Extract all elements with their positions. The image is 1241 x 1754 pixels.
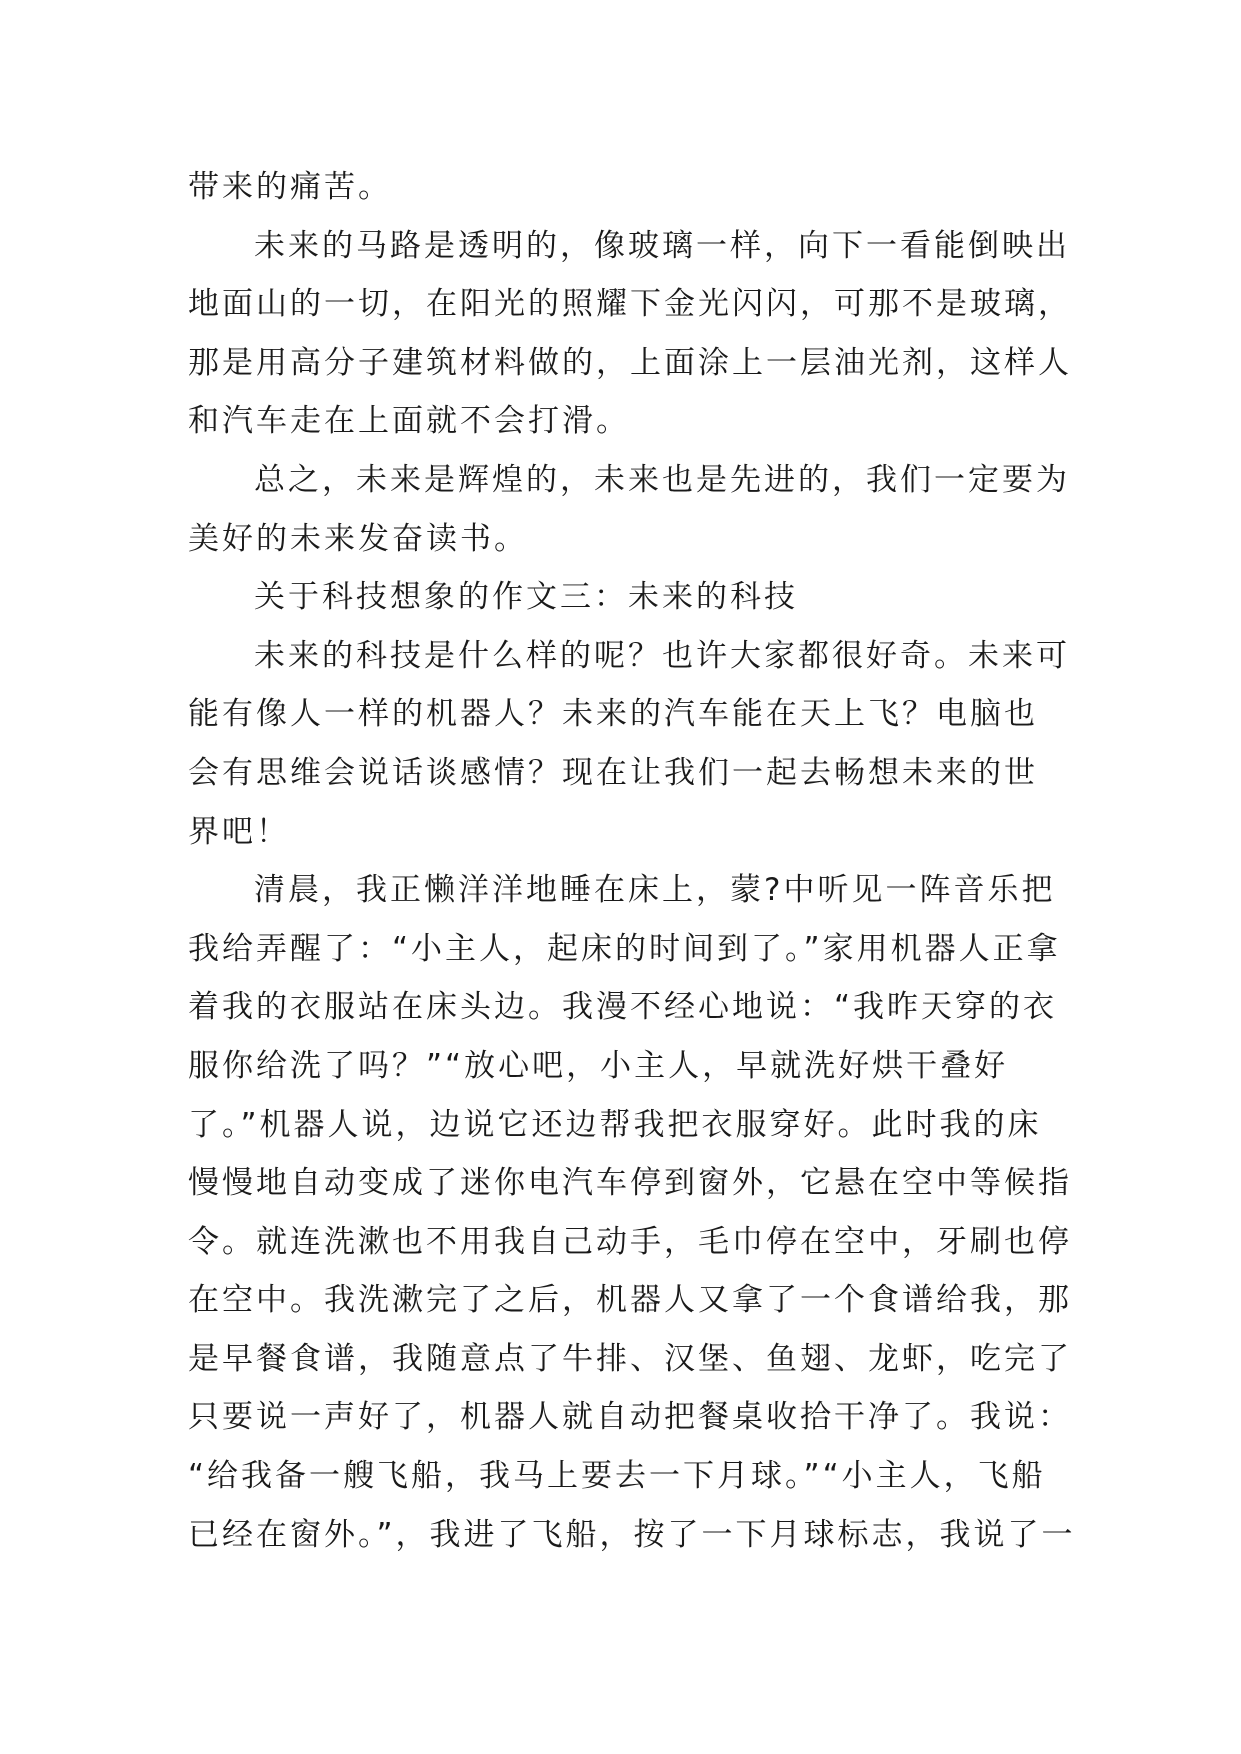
text-line: 只要说一声好了，机器人就自动把餐桌收拾干净了。我说： bbox=[188, 1399, 1072, 1436]
text-line: 服你给洗了吗？”“放心吧，小主人，早就洗好烘干叠好 bbox=[188, 1047, 1009, 1084]
text-line: 美好的未来发奋读书。 bbox=[188, 520, 528, 557]
paragraph-start-line: 清晨，我正懒洋洋地睡在床上，蒙?中听见一阵音乐把 bbox=[254, 872, 1056, 909]
text-line: 会有思维会说话谈感情？现在让我们一起去畅想未来的世 bbox=[188, 754, 1038, 791]
paragraph-start-line: 未来的科技是什么样的呢？也许大家都很好奇。未来可 bbox=[254, 637, 1070, 674]
text-line: 令。就连洗漱也不用我自己动手，毛巾停在空中，牙刷也停 bbox=[188, 1223, 1072, 1260]
paragraph-start-line: 未来的马路是透明的，像玻璃一样，向下一看能倒映出 bbox=[254, 227, 1070, 264]
text-line: 那是用高分子建筑材料做的，上面涂上一层油光剂，这样人 bbox=[188, 344, 1072, 381]
text-line: 带来的痛苦。 bbox=[188, 169, 392, 205]
text-line: 是早餐食谱，我随意点了牛排、汉堡、鱼翅、龙虾，吃完了 bbox=[188, 1340, 1072, 1377]
text-line: 和汽车走在上面就不会打滑。 bbox=[188, 403, 630, 440]
text-line: 着我的衣服站在床头边。我漫不经心地说：“我昨天穿的衣 bbox=[188, 989, 1058, 1026]
text-line: 了。”机器人说，边说它还边帮我把衣服穿好。此时我的床 bbox=[188, 1106, 1042, 1143]
text-line: 能有像人一样的机器人？未来的汽车能在天上飞？电脑也 bbox=[188, 696, 1038, 733]
text-line: 已经在窗外。”，我进了飞船，按了一下月球标志，我说了一 bbox=[188, 1516, 1076, 1553]
section-heading: 关于科技想象的作文三：未来的科技 bbox=[254, 579, 798, 616]
text-line: 地面山的一切，在阳光的照耀下金光闪闪，可那不是玻璃， bbox=[188, 286, 1072, 323]
text-line: 慢慢地自动变成了迷你电汽车停到窗外，它悬在空中等候指 bbox=[188, 1165, 1072, 1202]
text-line: “给我备一艘飞船，我马上要去一下月球。”“小主人，飞船 bbox=[188, 1458, 1046, 1495]
text-line: 我给弄醒了：“小主人，起床的时间到了。”家用机器人正拿 bbox=[188, 930, 1061, 967]
text-line: 界吧！ bbox=[188, 813, 290, 850]
body-text bbox=[188, 158, 1076, 1564]
text-line: 在空中。我洗漱完了之后，机器人又拿了一个食谱给我，那 bbox=[188, 1282, 1072, 1319]
paragraph-start-line: 总之，未来是辉煌的，未来也是先进的，我们一定要为 bbox=[254, 461, 1070, 498]
